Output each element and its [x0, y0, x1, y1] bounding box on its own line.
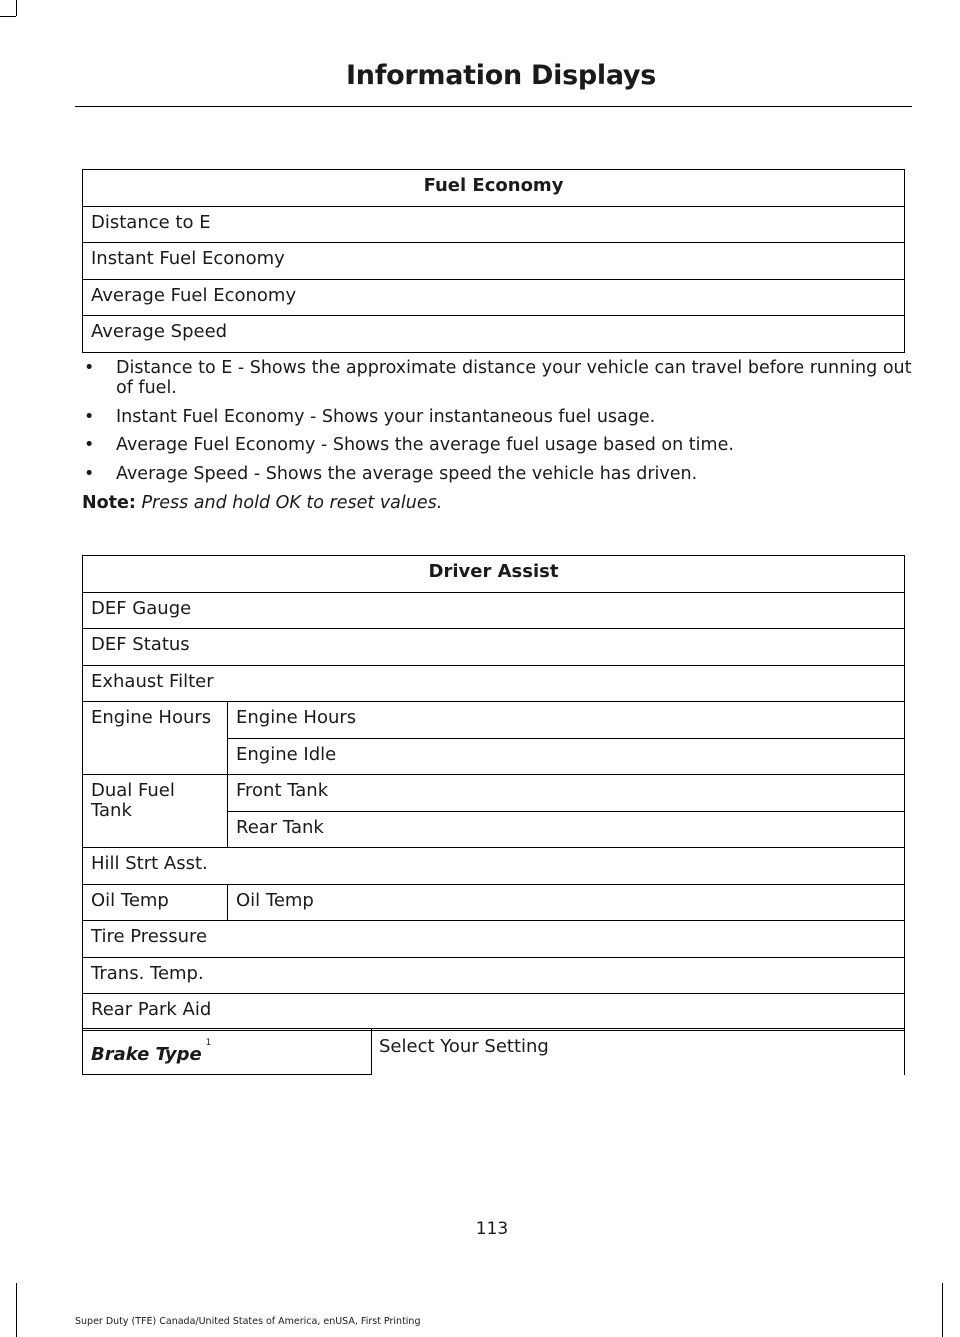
table-row: Average Fuel Economy [83, 279, 905, 316]
table-row: Rear Park Aid [83, 994, 905, 1031]
brake-type-label [91, 1038, 212, 1065]
table-row: Hill Strt Asst. [83, 848, 905, 885]
brake-type-cell [82, 1028, 372, 1075]
table-cell: Front Tank [228, 775, 905, 812]
footer-text: Super Duty (TFE) Canada/United States of America, enUSA, First Printing [75, 1316, 421, 1327]
page-title: Information Displays [346, 60, 656, 91]
page-number: 113 [475, 1219, 509, 1239]
table-row: DEF Gauge [83, 592, 905, 629]
table-cell: Oil Temp [228, 884, 905, 921]
driver-assist-table [82, 555, 905, 1031]
brake-setting-text: Select Your Setting [379, 1036, 549, 1057]
table-row-label: Engine Hours [83, 702, 228, 775]
table-row: Instant Fuel Economy [83, 243, 905, 280]
table-row-label: Dual Fuel Tank [83, 775, 228, 848]
crop-mark [16, 0, 17, 16]
brake-type-row [82, 1028, 905, 1075]
fuel-economy-table [82, 169, 905, 353]
note-label: Note: [82, 493, 136, 513]
table-row: DEF Status [83, 629, 905, 666]
crop-mark [0, 16, 16, 17]
header-divider [75, 106, 912, 107]
table-cell: Engine Idle [228, 738, 905, 775]
table-cell: Rear Tank [228, 811, 905, 848]
table-row: Distance to E [83, 206, 905, 243]
table-row: Trans. Temp. [83, 957, 905, 994]
brake-type-text: Brake Type [91, 1044, 202, 1065]
fuel-economy-title: Fuel Economy [83, 170, 905, 207]
list-item: • Distance to E - Shows the approximate distance your vehicle can travel before running out of fuel. [82, 358, 912, 399]
list-item: • Instant Fuel Economy - Shows your instantaneous fuel usage. [82, 407, 912, 427]
brake-setting-cell [371, 1028, 905, 1075]
table-cell: Engine Hours [228, 702, 905, 739]
table-row: Tire Pressure [83, 921, 905, 958]
list-item: • Average Speed - Shows the average speed the vehicle has driven. [82, 464, 912, 484]
note [82, 493, 442, 513]
list-item: • Average Fuel Economy - Shows the average fuel usage based on time. [82, 435, 912, 455]
table-row: Exhaust Filter [83, 665, 905, 702]
bullet-list [82, 358, 912, 492]
table-row: Average Speed [83, 316, 905, 353]
crop-mark [942, 1283, 943, 1337]
driver-assist-title: Driver Assist [83, 556, 905, 593]
table-row-label: Oil Temp [83, 884, 228, 921]
note-text: Press and hold OK to reset values. [141, 493, 443, 513]
footnote-marker: 1 [205, 1038, 212, 1048]
crop-mark [16, 1283, 17, 1337]
